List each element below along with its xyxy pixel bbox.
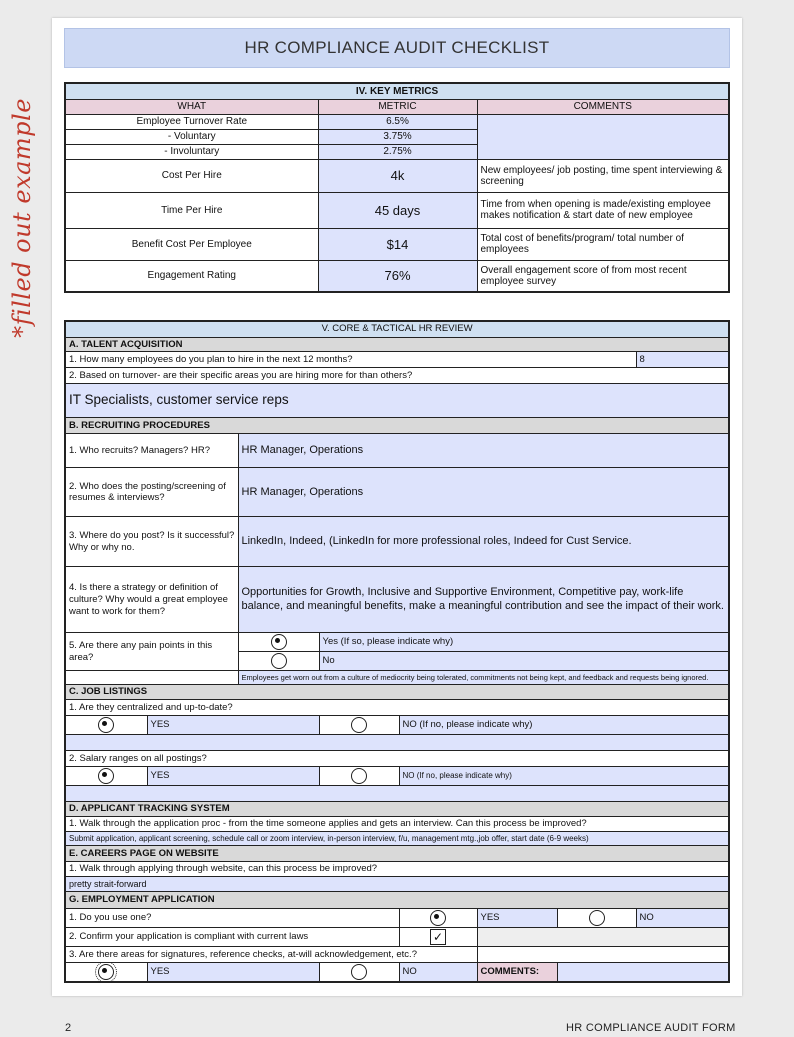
metric-value-field[interactable]: $14 xyxy=(318,228,477,260)
radio-cell xyxy=(238,633,319,652)
radio-c2-no[interactable] xyxy=(351,768,367,784)
answer-b2-field[interactable]: HR Manager, Operations xyxy=(238,468,729,517)
metric-label: Engagement Rating xyxy=(65,260,318,292)
radio-cell xyxy=(319,963,399,983)
checkbox-cell xyxy=(399,928,477,947)
answer-b1-field[interactable]: HR Manager, Operations xyxy=(238,434,729,468)
radio-g1-yes[interactable] xyxy=(430,910,446,926)
empty-cell xyxy=(477,928,729,947)
question-a2: 2. Based on turnover- are their specific areas you are hiring more for than others? xyxy=(65,368,729,384)
section-d-title: D. APPLICANT TRACKING SYSTEM xyxy=(65,802,729,817)
metric-value-field[interactable]: 2.75% xyxy=(318,144,477,159)
option-c1-yes-label: YES xyxy=(147,716,319,735)
metric-comment-field[interactable]: Time from when opening is made/existing employee makes notification & start date of new employee xyxy=(477,192,729,228)
metric-value-field[interactable]: 4k xyxy=(318,159,477,192)
side-note-text: *filled out example xyxy=(8,97,36,338)
question-b3: 3. Where do you post? Is it successful? Why or why no. xyxy=(65,517,238,567)
metric-label: - Voluntary xyxy=(65,129,318,144)
metric-comment-field[interactable]: Overall engagement score of from most recent employee survey xyxy=(477,260,729,292)
answer-b3-field[interactable]: LinkedIn, Indeed, (LinkedIn for more professional roles, Indeed for Cust Service. xyxy=(238,517,729,567)
metric-value-field[interactable]: 6.5% xyxy=(318,114,477,129)
radio-g3-yes[interactable] xyxy=(98,964,114,980)
radio-b5-no[interactable] xyxy=(271,653,287,669)
radio-g3-no[interactable] xyxy=(351,964,367,980)
section-b-title: B. RECRUITING PROCEDURES xyxy=(65,418,729,434)
comments-g3-field[interactable] xyxy=(557,963,729,983)
comments-label: COMMENTS: xyxy=(477,963,557,983)
option-b5-no-label: No xyxy=(319,652,729,671)
option-g1-no-label: NO xyxy=(636,909,729,928)
question-b2: 2. Who does the posting/screening of resumes & interviews? xyxy=(65,468,238,517)
radio-cell xyxy=(557,909,636,928)
radio-cell xyxy=(65,767,147,786)
col-header-what: WHAT xyxy=(65,99,318,114)
option-c2-no-label: NO (If no, please indicate why) xyxy=(399,767,729,786)
filled-out-example-note xyxy=(2,95,42,340)
metric-label: Benefit Cost Per Employee xyxy=(65,228,318,260)
metric-label: Time Per Hire xyxy=(65,192,318,228)
question-c2: 2. Salary ranges on all postings? xyxy=(65,751,729,767)
metric-label: Employee Turnover Rate xyxy=(65,114,318,129)
question-g3: 3. Are there areas for signatures, reference checks, at-will acknowledgement, etc.? xyxy=(65,947,477,963)
section-e-title: E. CAREERS PAGE ON WEBSITE xyxy=(65,846,729,862)
spacer-cell xyxy=(65,671,238,685)
option-b5-yes-label: Yes (If so, please indicate why) xyxy=(319,633,729,652)
option-g3-no-label: NO xyxy=(399,963,477,983)
checkbox-g2-compliant[interactable]: ✓ xyxy=(430,929,446,945)
question-b1: 1. Who recruits? Managers? HR? xyxy=(65,434,238,468)
answer-b4-field[interactable]: Opportunities for Growth, Inclusive and Supportive Environment, Competitive pay, work-life balance, and meaningful benefits, make a meaningful contribution and see the impact of their work. xyxy=(238,567,729,633)
review-section-title: V. CORE & TACTICAL HR REVIEW xyxy=(65,321,729,337)
hr-review-table xyxy=(64,320,730,983)
question-b4: 4. Is there a strategy or definition of culture? Why would a great employee want to work for them? xyxy=(65,567,238,633)
question-b5: 5. Are there any pain points in this area? xyxy=(65,633,238,671)
radio-cell xyxy=(238,652,319,671)
answer-b5-field[interactable]: Employees get worn out from a culture of mediocrity being tolerated, commitments not being kept, and feedback and requests being ignored. xyxy=(238,671,729,685)
question-a1: 1. How many employees do you plan to hire in the next 12 months? xyxy=(65,352,636,368)
key-metrics-table xyxy=(64,82,730,293)
radio-b5-yes[interactable] xyxy=(271,634,287,650)
metric-comment-field[interactable]: New employees/ job posting, time spent interviewing & screening xyxy=(477,159,729,192)
page-title: HR COMPLIANCE AUDIT CHECKLIST xyxy=(64,28,730,68)
section-g-title: G. EMPLOYMENT APPLICATION xyxy=(65,892,729,909)
question-c1: 1. Are they centralized and up-to-date? xyxy=(65,700,729,716)
metric-value-field[interactable]: 45 days xyxy=(318,192,477,228)
question-e1: 1. Walk through applying through website, can this process be improved? xyxy=(65,862,729,877)
col-header-metric: METRIC xyxy=(318,99,477,114)
radio-c2-yes[interactable] xyxy=(98,768,114,784)
answer-a1-field[interactable]: 8 xyxy=(636,352,729,368)
question-g1: 1. Do you use one? xyxy=(65,909,399,928)
empty-cell xyxy=(477,947,729,963)
radio-g1-no[interactable] xyxy=(589,910,605,926)
metric-value-field[interactable]: 3.75% xyxy=(318,129,477,144)
form-page xyxy=(52,18,742,996)
question-g2: 2. Confirm your application is compliant with current laws xyxy=(65,928,399,947)
answer-a2-field[interactable]: IT Specialists, customer service reps xyxy=(65,384,729,418)
option-c2-yes-label: YES xyxy=(147,767,319,786)
radio-cell xyxy=(319,716,399,735)
col-header-comments: COMMENTS xyxy=(477,99,729,114)
answer-d1-field[interactable]: Submit application, applicant screening, schedule call or zoom interview, in-person interview, f/u, management mtg.,job offer, start date (6-9 weeks) xyxy=(65,832,729,846)
option-g3-yes-label: YES xyxy=(147,963,319,983)
section-a-title: A. TALENT ACQUISITION xyxy=(65,337,729,352)
radio-c1-yes[interactable] xyxy=(98,717,114,733)
metric-value-field[interactable]: 76% xyxy=(318,260,477,292)
metric-label: Cost Per Hire xyxy=(65,159,318,192)
metric-label: - Involuntary xyxy=(65,144,318,159)
page-number: 2 xyxy=(65,1022,72,1034)
radio-cell xyxy=(65,716,147,735)
question-d1: 1. Walk through the application proc - from the time someone applies and gets an interview. Can this process be improved? xyxy=(65,817,729,832)
option-g1-yes-label: YES xyxy=(477,909,557,928)
option-c1-no-label: NO (If no, please indicate why) xyxy=(399,716,729,735)
form-name: HR COMPLIANCE AUDIT FORM xyxy=(566,1022,736,1034)
metrics-section-title: IV. KEY METRICS xyxy=(65,83,729,99)
metric-comment-field[interactable] xyxy=(477,114,729,159)
answer-c2-field[interactable] xyxy=(65,786,729,802)
radio-cell xyxy=(319,767,399,786)
answer-c1-field[interactable] xyxy=(65,735,729,751)
radio-cell xyxy=(399,909,477,928)
radio-c1-no[interactable] xyxy=(351,717,367,733)
metric-comment-field[interactable]: Total cost of benefits/program/ total number of employees xyxy=(477,228,729,260)
section-c-title: C. JOB LISTINGS xyxy=(65,685,729,700)
radio-cell xyxy=(65,963,147,983)
answer-e1-field[interactable]: pretty strait-forward xyxy=(65,877,729,892)
